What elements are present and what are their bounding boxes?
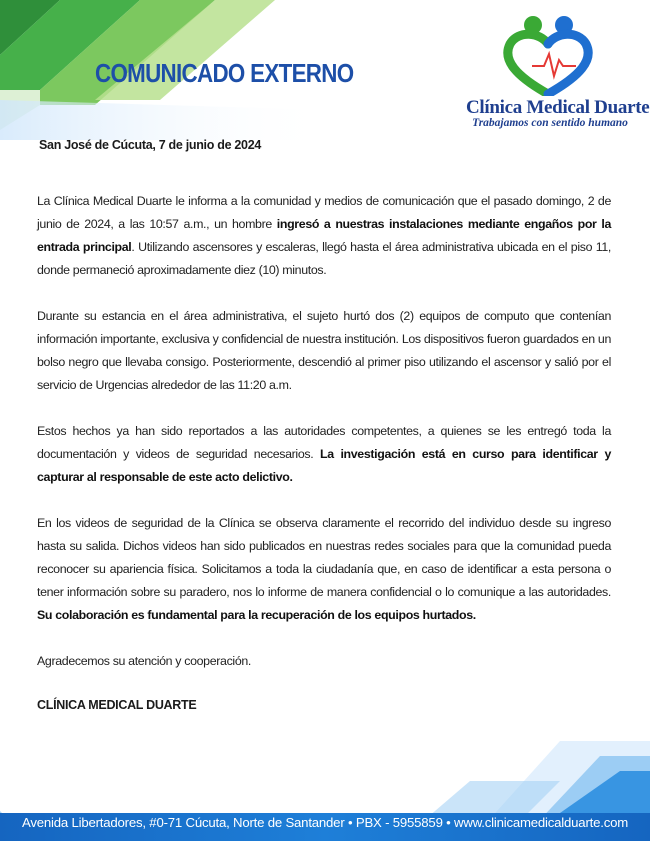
paragraph-1-text: La Clínica Medical Duarte le informa a la comunidad y medios de comunicación que el pasado domingo, 2 de junio de 2024, a las 10:57 a.m., un hombre <box>37 194 611 231</box>
signature: CLÍNICA MEDICAL DUARTE <box>37 698 197 712</box>
logo-name: Clínica Medical Duarte <box>466 97 650 118</box>
paragraph-4-text: En los videos de seguridad de la Clínica se observa claramente el recorrido del individuo desde su ingreso hasta su salida. Dichos videos han sido publicados en nuestras redes sociales para que la comunidad pueda reconocer su apariencia física. Solicitamos a toda la ciudadanía que, en caso de identificar a esta persona o tener información sobre su paradero, nos lo informe de manera confidencial o lo comunique a las autoridades. <box>37 516 611 599</box>
paragraph-4 <box>37 512 611 627</box>
paragraph-1-emphasis: ingresó a nuestras instalaciones mediante engaños por la entrada principal <box>37 217 612 254</box>
paragraph-1-text-end: . Utilizando ascensores y escaleras, llegó hasta el área administrativa ubicada en el piso 11, donde permaneció aproximadamente diez (10) minutos. <box>37 240 611 277</box>
paragraph-5: Agradecemos su atención y cooperación. <box>37 654 251 668</box>
logo-tagline: Trabajamos con sentido humano <box>472 117 628 129</box>
paragraph-1 <box>37 190 611 282</box>
paragraph-3 <box>37 420 611 489</box>
paragraph-3-emphasis: La investigación está en curso para identificar y capturar al responsable de este acto delictivo. <box>37 447 611 484</box>
paragraph-2: Durante su estancia en el área administrativa, el sujeto hurtó dos (2) equipos de computo que contenían información importante, exclusiva y confidencial de nuestra institución. Los dispositivos fueron guardados en un bolso negro que llevaba consigo. Posteriormente, descendió al primer piso utilizando el ascensor y salió por el servicio de Urgencias alrededor de las 11:20 a.m. <box>37 309 611 392</box>
paragraph-3-text: Estos hechos ya han sido reportados a las autoridades competentes, a quienes se les entregó toda la documentación y videos de seguridad necesarios. <box>37 424 611 461</box>
heart-people-logo-icon <box>496 14 601 96</box>
footer-contact: Avenida Libertadores, #0-71 Cúcuta, Norte de Santander • PBX - 5955859 • www.clinicamedicalduarte.com <box>21 815 629 830</box>
page-title: COMUNICADO EXTERNO <box>95 58 354 88</box>
clinic-logo <box>462 14 650 132</box>
letter-date: San José de Cúcuta, 7 de junio de 2024 <box>39 138 262 152</box>
paragraph-4-emphasis: Su colaboración es fundamental para la recuperación de los equipos hurtados. <box>37 608 476 622</box>
